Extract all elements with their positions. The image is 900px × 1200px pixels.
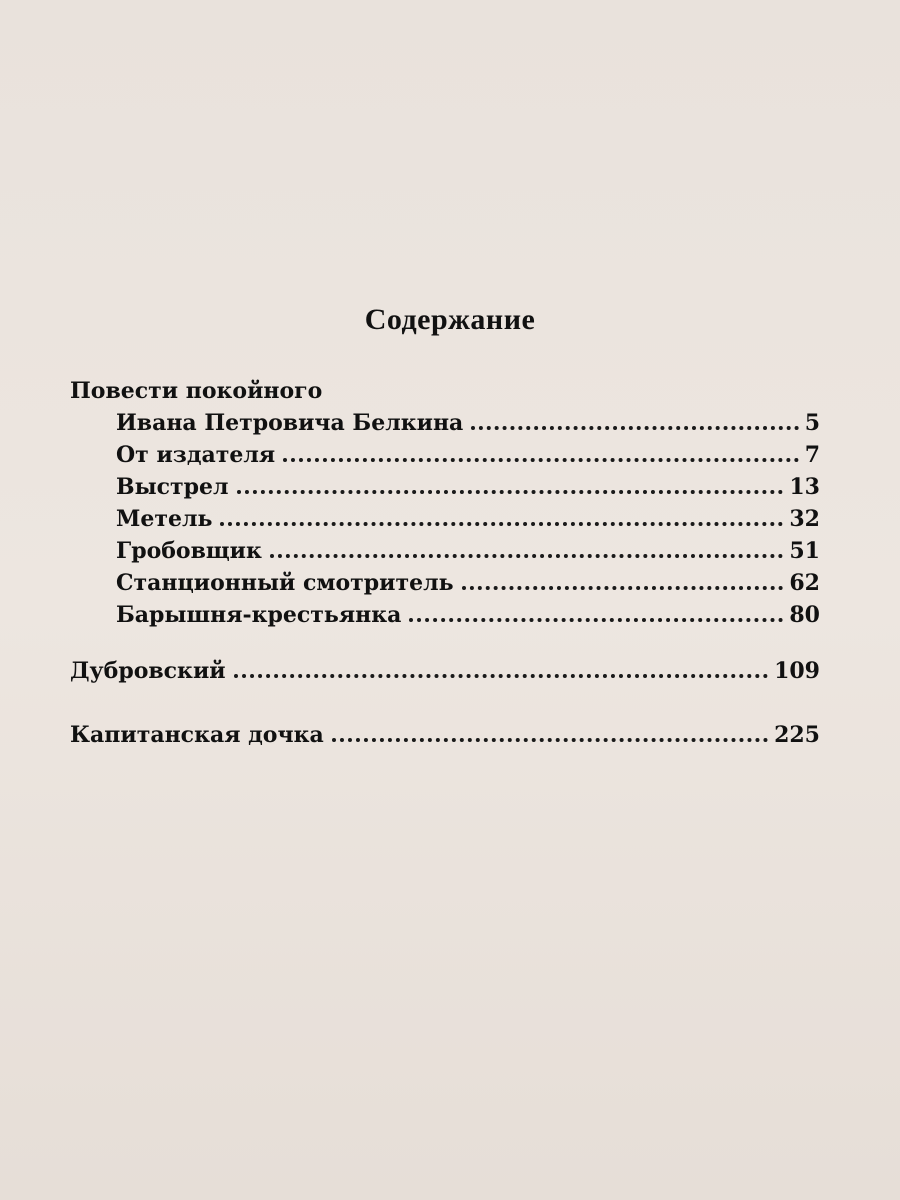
dot-leader: [234, 674, 768, 678]
dot-leader: [409, 618, 783, 622]
toc-entry-page: 62: [789, 570, 820, 596]
toc-entry: [70, 434, 820, 468]
toc-entry-page: 13: [789, 474, 820, 500]
toc-entry-page: 51: [789, 538, 820, 564]
toc-entry-label: Повести покойного: [70, 378, 323, 404]
dot-leader: [270, 554, 783, 558]
toc-entry: [70, 466, 820, 500]
dot-leader: [471, 426, 798, 430]
dot-leader: [237, 490, 784, 494]
toc-entry: [70, 594, 820, 628]
toc-entry: [70, 498, 820, 532]
toc-entry-page: 32: [789, 506, 820, 532]
toc-entry: [70, 650, 820, 684]
toc-entry-page: 7: [804, 442, 820, 468]
dot-leader: [220, 522, 783, 526]
toc-entry-label: Ивана Петровича Белкина: [116, 410, 464, 436]
toc-entry-label: Дубровский: [70, 658, 226, 684]
toc-entry: [70, 714, 820, 748]
toc-entry-label: Капитанская дочка: [70, 722, 324, 748]
toc-entry-page: 5: [804, 410, 820, 436]
toc-entry-label: Выстрел: [116, 474, 229, 500]
toc-entry: [70, 530, 820, 564]
toc-entry-page: 80: [789, 602, 820, 628]
toc-entry: [70, 562, 820, 596]
toc-entry-page: 225: [774, 722, 820, 748]
toc-section-heading: [70, 370, 820, 404]
dot-leader: [283, 458, 799, 462]
toc-entry: [70, 402, 820, 436]
dot-leader: [332, 738, 768, 742]
dot-leader: [462, 586, 784, 590]
page-title: Содержание: [364, 303, 536, 336]
toc-entry-label: От издателя: [116, 442, 276, 468]
toc-entry-label: Станционный смотритель: [116, 570, 454, 596]
toc-entry-label: Метель: [116, 506, 213, 532]
toc-entry-label: Барышня-крестьянка: [116, 602, 402, 628]
toc-entry-page: 109: [774, 658, 820, 684]
toc-entry-label: Гробовщик: [116, 538, 262, 564]
